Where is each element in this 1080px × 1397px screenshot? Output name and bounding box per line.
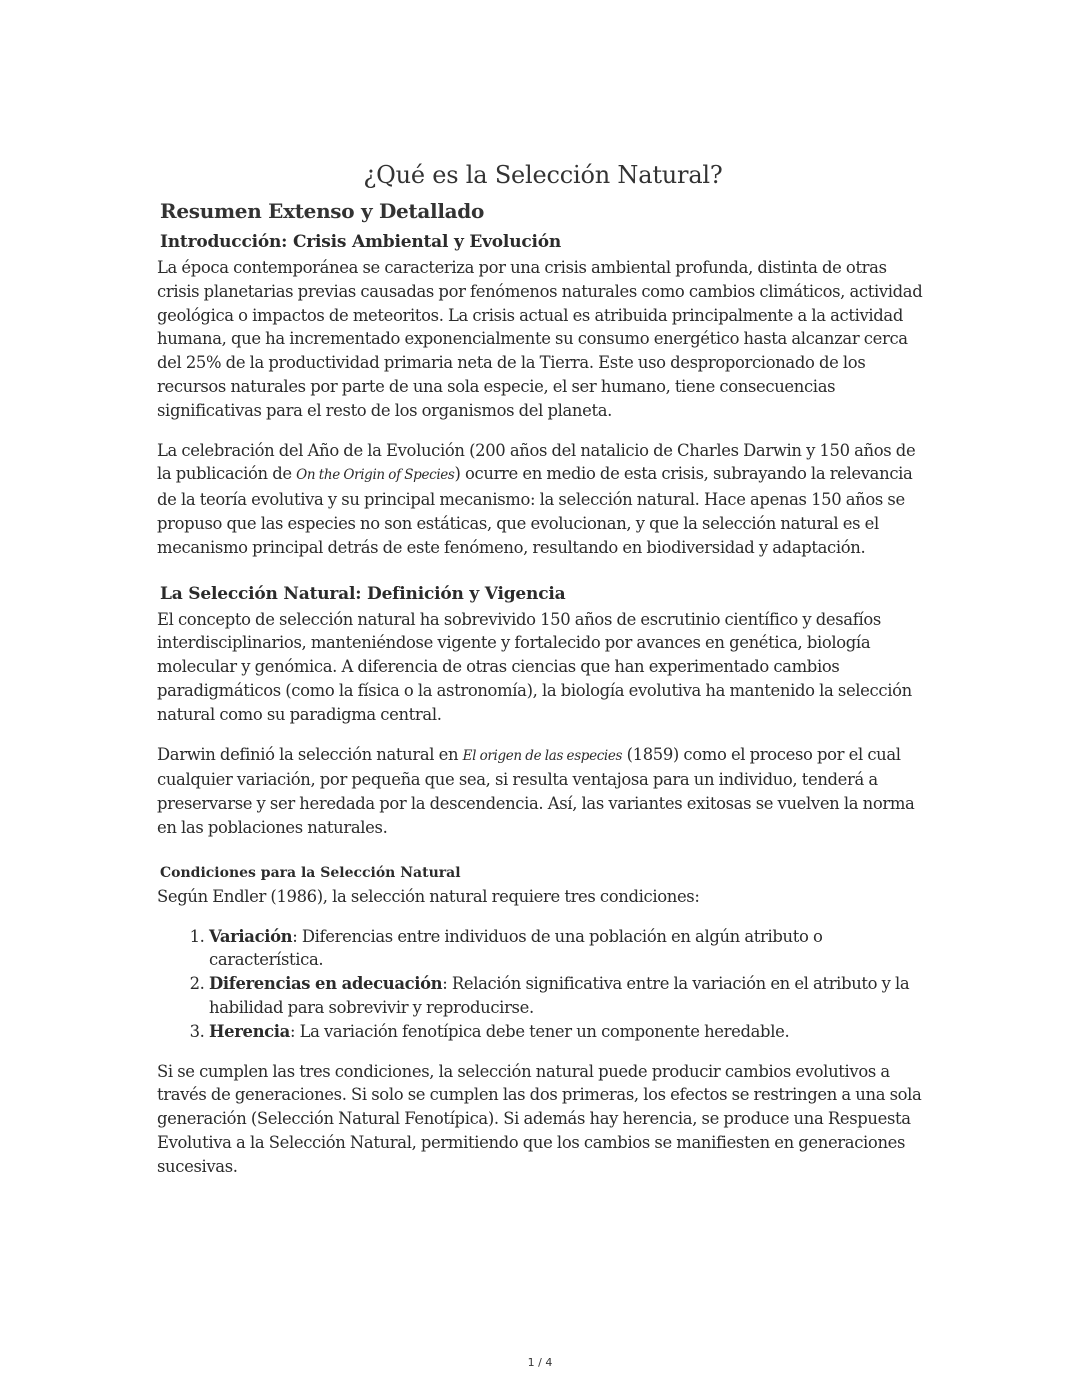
definition-paragraph-2-start: Darwin definió la selección natural en [157, 744, 463, 764]
section-heading-definition: La Selección Natural: Definición y Vigencia [160, 583, 566, 604]
condition-term: Variación [209, 926, 293, 946]
book-title-origen-de-las-especies: El origen de las especies [462, 747, 623, 764]
page-number: 1 / 4 [527, 1356, 553, 1369]
conditions-list [157, 925, 929, 1044]
definition-paragraph-2-end: (1859) como el proceso por el cual cualquier variación, por pequeña que sea, si resulta ventajosa para un individuo, tenderá a preservarse y ser heredada por la descendencia. Así, las variantes exitosas se vuelven la norma en las poblaciones naturales. [157, 744, 915, 837]
document-subtitle: Resumen Extenso y Detallado [160, 199, 484, 223]
intro-paragraph-2-end: ) ocurre en medio de esta crisis, subrayando la relevancia de la teoría evolutiva y su principal mecanismo: la selección natural. Hace apenas 150 años se propuso que las especies no son estáticas, que evolucionan, y que la selección natural es el mecanismo principal detrás de este fenómeno, resultando en biodiversidad y adaptación. [157, 464, 913, 557]
definition-paragraph-2 [157, 743, 929, 840]
section-heading-introduction: Introducción: Crisis Ambiental y Evolución [160, 232, 562, 252]
condition-term: Diferencias en adecuación [209, 974, 443, 994]
conditions-conclusion: Si se cumplen las tres condiciones, la selección natural puede producir cambios evolutivos a través de generaciones. Si solo se cumplen las dos primeras, los efectos se restringen a una sola generación (Selección Natural Fenotípica). Si además hay herencia, se produce una Respuesta Evolutiva a la Selección Natural, permitiendo que los cambios se manifiesten en generaciones sucesivas. [157, 1061, 922, 1176]
condition-term: Herencia [209, 1021, 290, 1041]
condition-description: : Relación significativa entre la variación en el atributo y la habilidad para sobrevivir y reproducirse. [209, 974, 910, 1017]
definition-paragraph-1: El concepto de selección natural ha sobrevivido 150 años de escrutinio científico y desafíos interdisciplinarios, manteniéndose vigente y fortalecido por avances en genética, biología molecular y genómica. A diferencia de otras ciencias que han experimentado cambios paradigmáticos (como la física o la astronomía), la biología evolutiva ha mantenido la selección natural como su paradigma central. [157, 609, 912, 724]
book-title-origin-of-species: On the Origin of Species [296, 467, 455, 484]
subsection-heading-conditions: Condiciones para la Selección Natural [160, 864, 461, 881]
document-title: ¿Qué es la Selección Natural? [363, 161, 723, 189]
intro-paragraph-2 [157, 439, 929, 560]
condition-item-variation [209, 925, 929, 973]
condition-description: : Diferencias entre individuos de una población en algún atributo o característica. [209, 926, 823, 970]
intro-paragraph-2-start: La celebración del Año de la Evolución (200 años del natalicio de Charles Darwin y 150 años de la publicación de [157, 440, 916, 484]
intro-paragraph-1: La época contemporánea se caracteriza por una crisis ambiental profunda, distinta de otras crisis planetarias previas causadas por fenómenos naturales como cambios climáticos, actividad geológica o impactos de meteoritos. La crisis actual es atribuida principalmente a la actividad humana, que ha incrementado exponencialmente su consumo energético hasta alcanzar cerca del 25% de la productividad primaria neta de la Tierra. Este uso desproporcionado de los recursos naturales por parte de una sola especie, el ser humano, tiene consecuencias significativas para el resto de los organismos del planeta. [157, 258, 923, 420]
page-content [157, 158, 929, 1195]
condition-item-heredity [209, 1020, 929, 1044]
condition-description: : La variación fenotípica debe tener un componente heredable. [289, 1021, 790, 1041]
condition-item-fitness [209, 972, 929, 1020]
conditions-intro: Según Endler (1986), la selección natural requiere tres condiciones: [157, 886, 700, 906]
